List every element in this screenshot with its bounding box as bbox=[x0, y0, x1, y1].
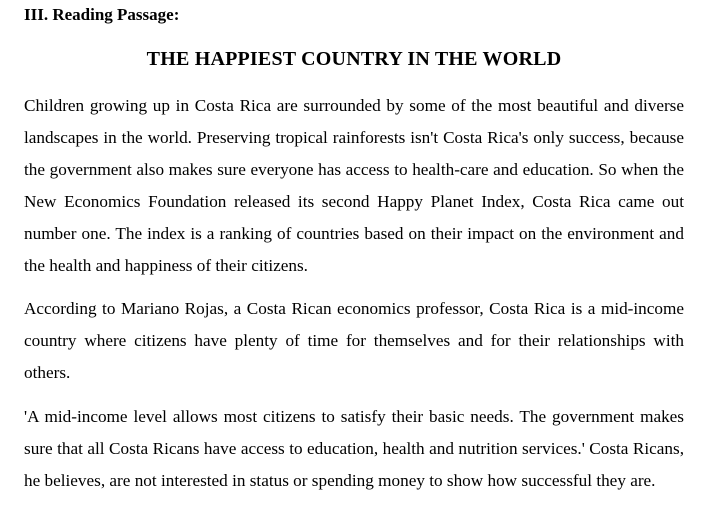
section-heading: III. Reading Passage: bbox=[24, 5, 180, 24]
passage-paragraph-1: Children growing up in Costa Rica are surrounded by some of the most beautiful and diverse landscapes in the world. Preserving tropical rainforests isn't Costa Rica's only success, because the government also makes sure everyone has access to health-care and education. So when the New Economics Foundation released its second Happy Planet Index, Costa Rica came out number one. The index is a ranking of countries based on their impact on the environment and the health and happiness of their citizens. bbox=[24, 96, 684, 275]
passage-paragraph-3: 'A mid-income level allows most citizens to satisfy their basic needs. The government makes sure that all Costa Ricans have access to education, health and nutrition services.' Costa Ricans, he believes, are not interested in status or spending money to show how successful they are. bbox=[24, 407, 684, 490]
passage-title: THE HAPPIEST COUNTRY IN THE WORLD bbox=[146, 48, 562, 70]
passage-paragraph-2: According to Mariano Rojas, a Costa Rican economics professor, Costa Rica is a mid-income country where citizens have plenty of time for themselves and for their relationships with others. bbox=[24, 299, 684, 382]
